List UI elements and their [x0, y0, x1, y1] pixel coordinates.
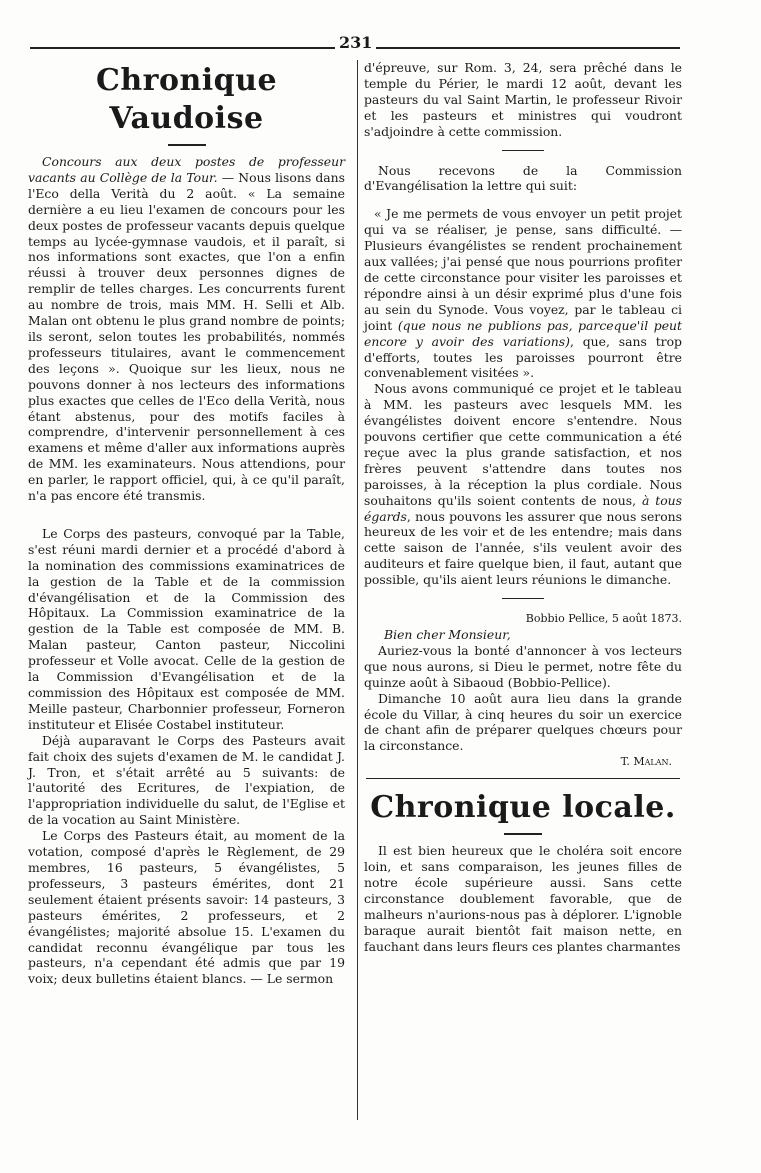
letter-intro: Nous recevons de la Commission d'Evangélisation la lettre qui suit: — [364, 162, 682, 194]
title-dash — [168, 144, 206, 146]
section-dash — [502, 150, 544, 151]
concours-paragraph — [28, 154, 345, 504]
right-column — [364, 60, 682, 955]
concours-heading: Concours aux deux postes de professeur vacants au Collège de la Tour. — [28, 154, 345, 185]
concours-text: — Nous lisons dans l'Eco della Verità du 2 août. « La semaine dernière a eu lieu l'examen de concours pour les deux postes de professeur vacants depuis quelque temps au lycée-gymnase vaudois, et il paraît, si nos informations sont exactes, que l'on a enfin réussi à trouver deux personnes dignes de remplir de telles charges. Les concurrents furent au nombre de trois, mais MM. H. Selli et Alb. Malan ont obtenu le plus grand nombre de points; ils seront, selon toutes les probabilités, nommés professeurs titulaires, avant le commencement des leçons ». Quoique sur les lieux, nous ne pouvons donner à nos lecteurs des informations plus exactes que celles de l'Eco della Verità, nous étant abstenus, pour des motifs faciles à comprendre, d'intervenir personnellement à ces examens et même d'aller aux informations auprès de MM. les examinateurs. Nous attendions, pour en parler, le rapport officiel, qui, à ce qu'il paraît, n'a pas encore été transmis. — [28, 169, 345, 504]
dateline: Bobbio Pellice, 5 août 1873. — [525, 612, 682, 626]
locale-paragraph: Il est bien heureux que le choléra soit encore loin, et sans comparaison, les jeunes filles de notre école supérieure aussi. Sans cette circonstance doublement favorable, que de malheurs n'aurions-nous pas à déplorer. L'ignoble baraque aurait bientôt fait maison nette, en fauchant dans leurs fleurs ces plantes charmantes — [364, 843, 682, 954]
section-title-chronique-locale: Chronique locale. — [370, 790, 676, 826]
salutation: Bien cher Monsieur, — [384, 627, 511, 642]
column-divider — [357, 60, 358, 1120]
letter-paragraph-2: Nous avons communiqué ce projet et le tableau à MM. les pasteurs avec lesquels MM. les évangélistes doivent encore s'entendre. Nous pouvons certifier que cette communication a été reçue avec la plus grande satisfaction, et nos frères peuvent s'attendre dans toutes nos paroisses, à la réception la plus cordiale. Nous souhaitons qu'ils soient contents de nous, à tous égards, nous pouvons les assurer que nous serons heureux de les voir et de les entendre; mais dans cette saison de l'année, s'ils veulent avoir des auditeurs et faire quelque bien, il faut, autant que possible, qu'ils aient leurs réunions le dimanche. — [364, 381, 682, 588]
signature: T. Malan. — [620, 755, 672, 769]
bobbio-letter-paragraph-1: Auriez-vous la bonté d'annoncer à vos lecteurs que nous aurons, si Dieu le permet, notre fête du quinze août à Sibaoud (Bobbio-Pellice). — [364, 642, 682, 690]
page-number: 231 — [335, 33, 376, 52]
continuation-paragraph: d'épreuve, sur Rom. 3, 24, sera prêché dans le temple du Périer, le mardi 12 août, devant les pasteurs du val Saint Martin, le professeur Rivoir et les pasteurs et ministres qui voudront s'adjoindre à cette commission. — [364, 60, 682, 139]
corps-paragraph-3: Le Corps des Pasteurs était, au moment de la votation, composé d'après le Règlement, de 29 membres, 16 pasteurs, 5 évangélistes, 5 professeurs, 3 pasteurs émérites, dont 21 seulement étaient présents savoir: 14 pasteurs, 3 pasteurs émérites, 2 professeurs, et 2 évangélistes; majorité absolue 15. L'examen du candidat reconnu évangélique par tous les pasteurs, n'a cependant été admis que par 19 voix; deux bulletins étaient blancs. — Le sermon — [28, 828, 345, 987]
section-title-chronique-vaudoise: Chronique Vaudoise — [95, 63, 278, 136]
letter-paragraph-1: « Je me permets de vous envoyer un petit projet qui va se réaliser, je pense, sans difficulté. — Plusieurs évangélistes se rendent prochainement aux vallées; j'ai pensé que nous pourrions profiter de cette circonstance pour visiter les paroisses et répondre ainsi à un désir exprimé plus d'une fois au sein du Synode. Vous voyez, par le tableau ci joint (que nous ne publions pas, parceque'il peut encore y avoir des variations), que, sans trop d'efforts, toutes les paroisses pourront être convenablement visitées ». — [364, 206, 682, 381]
left-column — [28, 60, 345, 987]
section-dash-2 — [502, 598, 544, 599]
corps-paragraph-1: Le Corps des pasteurs, convoqué par la Table, s'est réuni mardi dernier et a procédé d'abord à la nomination des commissions examinatrices de la gestion de la Table et de la commission d'évangélisation et de la Commission des Hôpitaux. La Commission examinatrice de la gestion de la Table est composée de MM. B. Malan pasteur, Canton pasteur, Niccolini professeur et Volle avocat. Celle de la gestion de la Commission d'Evangélisation et de la commission des Hôpitaux est composée de MM. Meille pasteur, Charbonnier professeur, Forneron instituteur et Elisée Costabel instituteur. — [28, 525, 345, 732]
section-end-rule — [366, 778, 680, 779]
corps-paragraph-2: Déjà auparavant le Corps des Pasteurs avait fait choix des sujets d'examen de M. le candidat J. J. Tron, et s'était arrêté au 5 suivants: de l'autorité des Ecritures, de l'expiation, de l'appropriation individuelle du salut, de l'Eglise et de la vocation au Saint Ministère. — [28, 732, 345, 828]
bobbio-letter-paragraph-2: Dimanche 10 août aura lieu dans la grande école du Villar, à cinq heures du soir un exercice de chant afin de préparer quelques chœurs pour la circonstance. — [364, 690, 682, 754]
title-dash-2 — [504, 833, 542, 835]
commission-letter — [364, 206, 682, 588]
